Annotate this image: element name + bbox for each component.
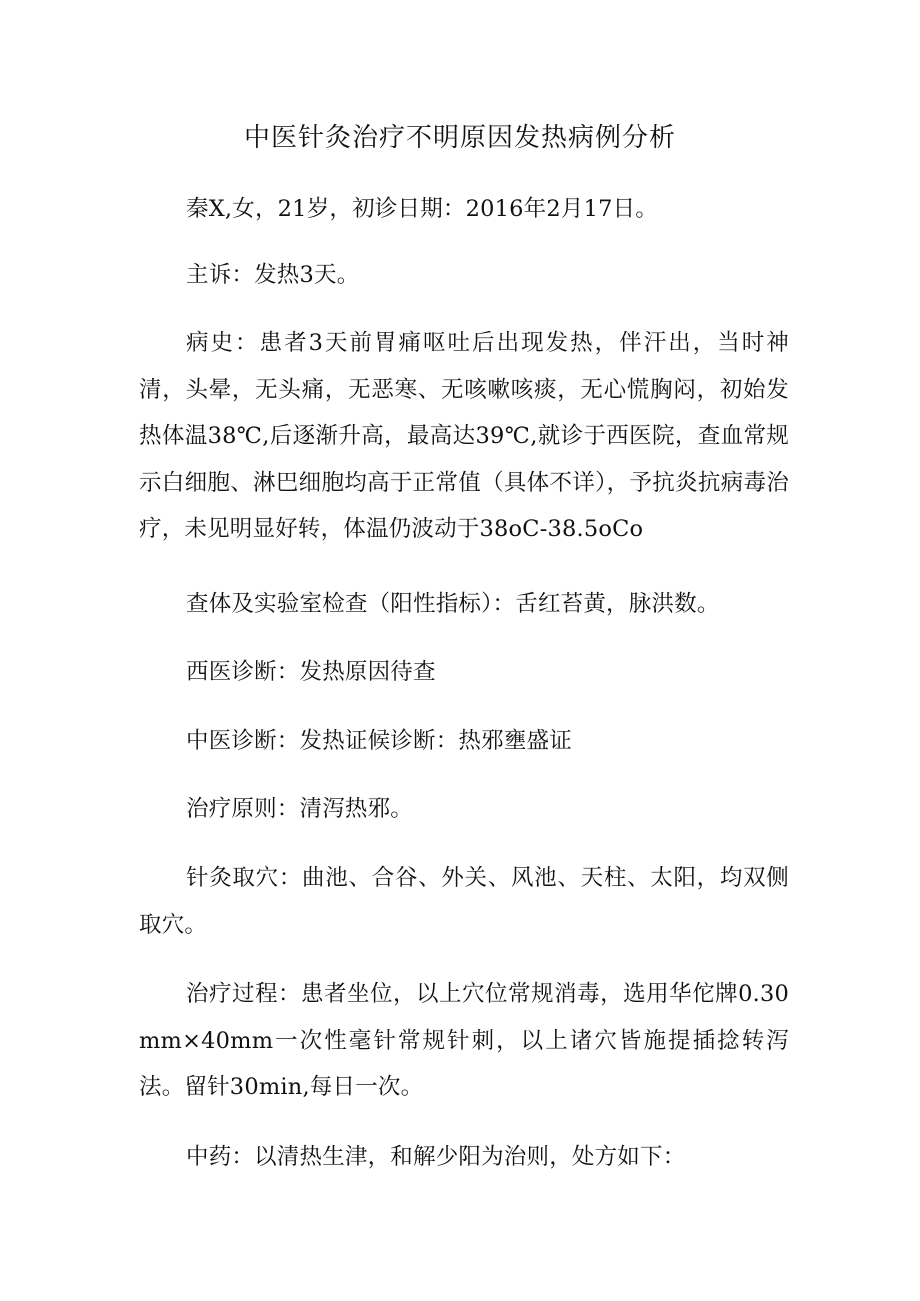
history-paragraph: 病史：患者3天前胃痛呕吐后出现发热，伴汗出，当时神清，头晕，无头痛，无恶寒、无咳嗽咳痰，无心慌胸闷，初始发热体温38℃,后逐渐升高，最高达39℃,就诊于西医院，查血常规示白细胞、淋巴细胞均高于正常值（具体不详），予抗炎抗病毒治疗，未见明显好转，体温仍波动于38oC-38.5oCo [139, 330, 789, 542]
herbal-medicine-paragraph: 中药：以清热生津，和解少阳为治则，处方如下： [186, 1144, 686, 1170]
tcm-diagnosis-paragraph: 中医诊断：发热证候诊断：热邪壅盛证 [186, 728, 572, 754]
treatment-principle-paragraph: 治疗原则：清泻热邪。 [186, 796, 414, 822]
patient-info-paragraph: 秦X,女，21岁，初诊日期：2016年2月17日。 [186, 196, 659, 222]
document-title: 中医针灸治疗不明原因发热病例分析 [243, 123, 676, 153]
treatment-process-paragraph: 治疗过程：患者坐位，以上穴位常规消毒，选用华佗牌0.30mm×40mm一次性毫针常规针刺，以上诸穴皆施提插捻转泻法。留针30min,每日一次。 [139, 981, 789, 1100]
examination-paragraph: 查体及实验室检查（阳性指标）：舌红苔黄，脉洪数。 [186, 591, 720, 617]
chief-complaint-paragraph: 主诉：发热3天。 [186, 262, 360, 288]
acupoints-paragraph: 针灸取穴：曲池、合谷、外关、风池、天柱、太阳，均双侧取穴。 [139, 865, 789, 938]
western-diagnosis-paragraph: 西医诊断：发热原因待查 [186, 659, 436, 685]
